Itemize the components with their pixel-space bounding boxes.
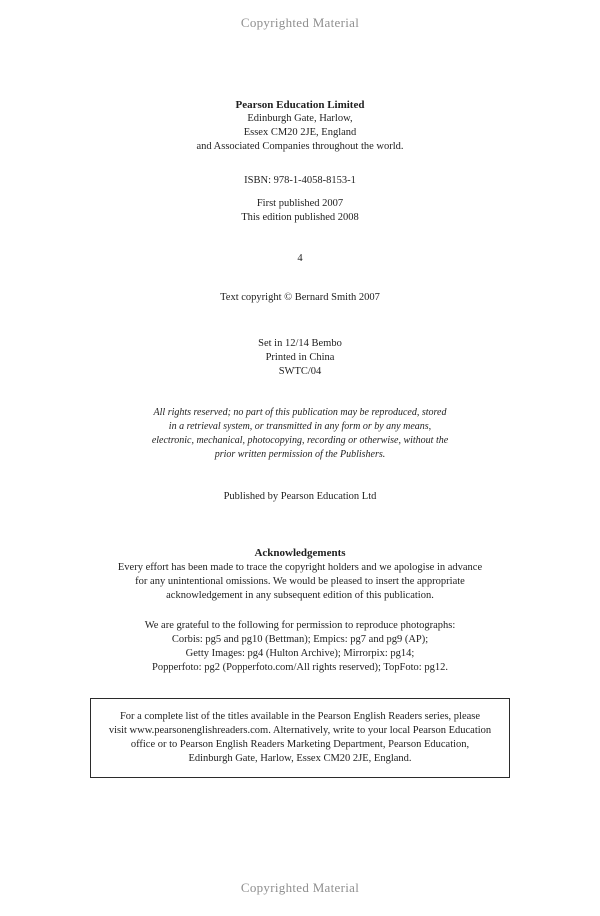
acknowledgements-paragraph [0, 561, 600, 603]
copyright-line: Text copyright © Bernard Smith 2007 [220, 292, 380, 303]
acknowledgements-text-line: Every effort has been made to trace the copyright holders and we apologise in advance [117, 562, 483, 573]
series-box-line: Edinburgh Gate, Harlow, Essex CM20 2JE, England. [188, 753, 412, 764]
rights-notice-line: prior written permission of the Publishers. [214, 449, 386, 460]
edition-line: First published 2007 [256, 198, 344, 209]
edition-line: This edition published 2008 [241, 212, 359, 223]
publisher-address-line: and Associated Companies throughout the world. [196, 141, 404, 152]
isbn-line: ISBN: 978-1-4058-8153-1 [244, 175, 356, 186]
acknowledgements-text-line: acknowledgement in any subsequent edition of this publication. [166, 590, 434, 601]
photo-credits [0, 619, 600, 675]
photo-credits-line: Popperfoto: pg2 (Popperfoto.com/All rights reserved); TopFoto: pg12. [152, 662, 448, 673]
series-info-box [90, 698, 510, 778]
photo-credits-line: We are grateful to the following for permission to reproduce photographs: [144, 620, 456, 631]
published-by-line: Published by Pearson Education Ltd [223, 491, 377, 502]
impression-block [0, 252, 600, 266]
rights-notice-line: electronic, mechanical, photocopying, recording or otherwise, without the [151, 435, 449, 446]
publisher-block [0, 98, 600, 154]
printer-code-line: SWTC/04 [278, 366, 322, 377]
editions-block [0, 197, 600, 225]
publisher-address-line: Edinburgh Gate, Harlow, [247, 113, 353, 124]
watermark-top: Copyrighted Material [240, 15, 360, 30]
acknowledgements-heading: Acknowledgements [254, 547, 346, 559]
publisher-name: Pearson Education Limited [235, 99, 365, 111]
published-by-block [0, 490, 600, 504]
rights-notice [0, 406, 600, 462]
series-box-line: For a complete list of the titles available in the Pearson English Readers series, please [119, 711, 481, 722]
series-box-line: office or to Pearson English Readers Marketing Department, Pearson Education, [130, 739, 470, 750]
publisher-address-line: Essex CM20 2JE, England [243, 127, 357, 138]
isbn-block [0, 174, 600, 188]
typeset-line: Set in 12/14 Bembo [258, 338, 342, 349]
impression-number: 4 [297, 253, 303, 264]
copyright-block [0, 291, 600, 305]
watermark-bottom: Copyrighted Material [240, 880, 360, 895]
photo-credits-line: Corbis: pg5 and pg10 (Bettman); Empics: pg7 and pg9 (AP); [171, 634, 429, 645]
production-block [0, 337, 600, 379]
rights-notice-line: in a retrieval system, or transmitted in any form or by any means, [168, 421, 432, 432]
series-box-line: visit www.pearsonenglishreaders.com. Alternatively, write to your local Pearson Education [108, 725, 492, 736]
printed-line: Printed in China [265, 352, 335, 363]
acknowledgements-text-line: for any unintentional omissions. We would be pleased to insert the appropriate [135, 576, 465, 587]
rights-notice-line: All rights reserved; no part of this publication may be reproduced, stored [153, 407, 447, 418]
photo-credits-line: Getty Images: pg4 (Hulton Archive); Mirrorpix: pg14; [185, 648, 415, 659]
